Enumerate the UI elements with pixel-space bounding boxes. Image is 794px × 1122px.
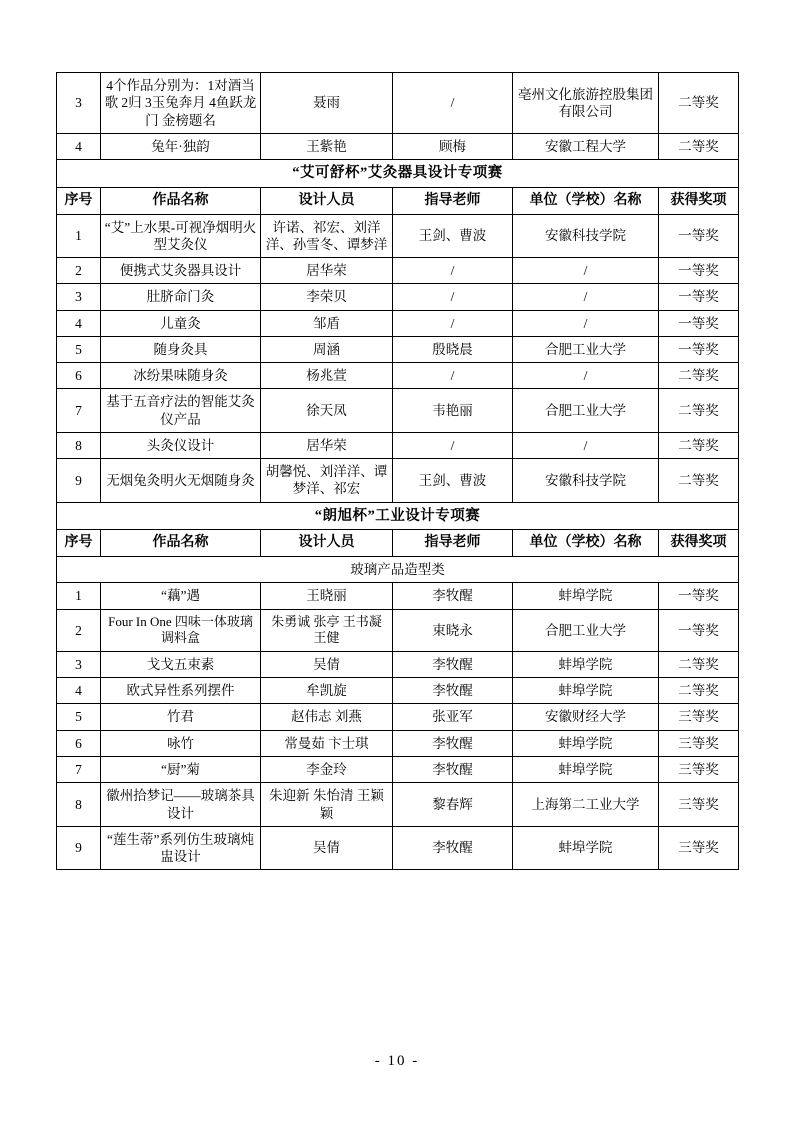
- cell-unit: 蚌埠学院: [513, 583, 659, 609]
- cell-no: 3: [57, 73, 101, 134]
- table-row: [57, 258, 739, 284]
- header-advisors: 指导老师: [393, 187, 513, 214]
- cell-work-name: 徽州拾梦记——玻璃茶具设计: [101, 783, 261, 827]
- cell-award: 二等奖: [659, 432, 739, 458]
- cell-work-name: “厨”菊: [101, 757, 261, 783]
- cell-advisors: 王剑、曹波: [393, 459, 513, 503]
- cell-award: 一等奖: [659, 214, 739, 258]
- cell-unit: 安徽科技学院: [513, 214, 659, 258]
- cell-award: 二等奖: [659, 73, 739, 134]
- cell-designers: 李金玲: [261, 757, 393, 783]
- header-work-name: 作品名称: [101, 187, 261, 214]
- table-row: [57, 214, 739, 258]
- cell-no: 1: [57, 214, 101, 258]
- header-unit: 单位（学校）名称: [513, 530, 659, 557]
- table-row: [57, 783, 739, 827]
- cell-advisors: /: [393, 432, 513, 458]
- table-row: [57, 678, 739, 704]
- table-header-row: [57, 530, 739, 557]
- cell-unit: 合肥工业大学: [513, 609, 659, 651]
- cell-unit: /: [513, 363, 659, 389]
- cell-work-name: 便携式艾灸器具设计: [101, 258, 261, 284]
- section-title-row: [57, 160, 739, 188]
- cell-advisors: 李牧醒: [393, 678, 513, 704]
- cell-award: 一等奖: [659, 583, 739, 609]
- cell-no: 6: [57, 730, 101, 756]
- cell-no: 8: [57, 432, 101, 458]
- table-row: [57, 651, 739, 677]
- cell-work-name: 冰纷果味随身灸: [101, 363, 261, 389]
- cell-award: 二等奖: [659, 678, 739, 704]
- table-row: [57, 459, 739, 503]
- cell-no: 4: [57, 678, 101, 704]
- cell-unit: /: [513, 310, 659, 336]
- cell-designers: 吴倩: [261, 826, 393, 870]
- header-no: 序号: [57, 187, 101, 214]
- table-header-row: [57, 187, 739, 214]
- cell-designers: 聂雨: [261, 73, 393, 134]
- table-row: [57, 73, 739, 134]
- cell-work-name: 无烟兔灸明火无烟随身灸: [101, 459, 261, 503]
- cell-advisors: 王剑、曹波: [393, 214, 513, 258]
- cell-award: 一等奖: [659, 609, 739, 651]
- cell-award: 二等奖: [659, 133, 739, 159]
- cell-designers: 李荣贝: [261, 284, 393, 310]
- header-work-name: 作品名称: [101, 530, 261, 557]
- section-title-row: [57, 502, 739, 530]
- cell-designers: 许诺、祁宏、刘洋洋、孙雪冬、谭梦洋: [261, 214, 393, 258]
- cell-work-name: 头灸仪设计: [101, 432, 261, 458]
- table-row: [57, 432, 739, 458]
- page-number: - 10 -: [374, 1053, 420, 1069]
- cell-award: 一等奖: [659, 258, 739, 284]
- cell-award: 二等奖: [659, 389, 739, 433]
- cell-unit: 蚌埠学院: [513, 826, 659, 870]
- award-list-table: [56, 72, 739, 870]
- subsection-title-row: [57, 557, 739, 583]
- cell-no: 6: [57, 363, 101, 389]
- cell-award: 二等奖: [659, 459, 739, 503]
- header-award: 获得奖项: [659, 187, 739, 214]
- cell-unit: 合肥工业大学: [513, 336, 659, 362]
- table-row: [57, 826, 739, 870]
- cell-no: 4: [57, 310, 101, 336]
- cell-advisors: /: [393, 258, 513, 284]
- cell-unit: 安徽工程大学: [513, 133, 659, 159]
- cell-no: 4: [57, 133, 101, 159]
- cell-work-name: 欧式异性系列摆件: [101, 678, 261, 704]
- cell-advisors: /: [393, 310, 513, 336]
- header-designers: 设计人员: [261, 187, 393, 214]
- cell-work-name: 4个作品分别为：1对酒当歌 2归 3玉兔奔月 4鱼跃龙门 金榜题名: [101, 73, 261, 134]
- cell-designers: 王晓丽: [261, 583, 393, 609]
- header-award: 获得奖项: [659, 530, 739, 557]
- cell-designers: 徐天凤: [261, 389, 393, 433]
- header-unit: 单位（学校）名称: [513, 187, 659, 214]
- cell-award: 二等奖: [659, 651, 739, 677]
- cell-award: 三等奖: [659, 757, 739, 783]
- cell-unit: /: [513, 258, 659, 284]
- cell-award: 三等奖: [659, 826, 739, 870]
- cell-designers: 牟凯旋: [261, 678, 393, 704]
- cell-unit: 合肥工业大学: [513, 389, 659, 433]
- cell-designers: 杨兆萱: [261, 363, 393, 389]
- cell-advisors: 顾梅: [393, 133, 513, 159]
- cell-unit: 蚌埠学院: [513, 651, 659, 677]
- cell-advisors: 李牧醒: [393, 757, 513, 783]
- cell-advisors: 李牧醒: [393, 826, 513, 870]
- cell-award: 一等奖: [659, 310, 739, 336]
- section-title-langxu: “朗旭杯”工业设计专项赛: [57, 502, 739, 530]
- cell-advisors: 黎春辉: [393, 783, 513, 827]
- cell-designers: 常曼茹 卞士琪: [261, 730, 393, 756]
- cell-no: 7: [57, 389, 101, 433]
- cell-no: 8: [57, 783, 101, 827]
- subsection-title-glass: 玻璃产品造型类: [57, 557, 739, 583]
- cell-unit: /: [513, 284, 659, 310]
- table-row: [57, 704, 739, 730]
- cell-designers: 胡馨悦、刘洋洋、谭梦洋、祁宏: [261, 459, 393, 503]
- cell-award: 三等奖: [659, 704, 739, 730]
- table-row: [57, 389, 739, 433]
- cell-unit: 蚌埠学院: [513, 757, 659, 783]
- cell-no: 9: [57, 826, 101, 870]
- cell-advisors: /: [393, 284, 513, 310]
- section-title-aikeshu: “艾可舒杯”艾灸器具设计专项赛: [57, 160, 739, 188]
- table-row: [57, 583, 739, 609]
- cell-advisors: /: [393, 363, 513, 389]
- cell-designers: 周涵: [261, 336, 393, 362]
- cell-designers: 吴倩: [261, 651, 393, 677]
- cell-advisors: 李牧醒: [393, 583, 513, 609]
- header-no: 序号: [57, 530, 101, 557]
- cell-no: 3: [57, 651, 101, 677]
- cell-work-name: 儿童灸: [101, 310, 261, 336]
- cell-designers: 王紫艳: [261, 133, 393, 159]
- cell-work-name: 竹君: [101, 704, 261, 730]
- cell-designers: 居华荣: [261, 258, 393, 284]
- cell-designers: 朱迎新 朱怡清 王颖颖: [261, 783, 393, 827]
- cell-work-name: 兔年·独韵: [101, 133, 261, 159]
- header-designers: 设计人员: [261, 530, 393, 557]
- cell-award: 三等奖: [659, 783, 739, 827]
- cell-advisors: 殷晓晨: [393, 336, 513, 362]
- cell-work-name: 肚脐命门灸: [101, 284, 261, 310]
- cell-no: 9: [57, 459, 101, 503]
- cell-work-name: 随身灸具: [101, 336, 261, 362]
- table-row: [57, 609, 739, 651]
- cell-unit: 蚌埠学院: [513, 730, 659, 756]
- cell-award: 三等奖: [659, 730, 739, 756]
- header-advisors: 指导老师: [393, 530, 513, 557]
- cell-no: 5: [57, 704, 101, 730]
- cell-unit: 上海第二工业大学: [513, 783, 659, 827]
- cell-advisors: /: [393, 73, 513, 134]
- cell-work-name: “艾”上水果-可视净烟明火型艾灸仪: [101, 214, 261, 258]
- cell-designers: 邹盾: [261, 310, 393, 336]
- cell-work-name: “莲生蒂”系列仿生玻璃炖盅设计: [101, 826, 261, 870]
- table-row: [57, 284, 739, 310]
- cell-work-name: “藕”遇: [101, 583, 261, 609]
- table-row: [57, 133, 739, 159]
- cell-award: 一等奖: [659, 284, 739, 310]
- cell-no: 2: [57, 258, 101, 284]
- table-row: [57, 757, 739, 783]
- cell-unit: /: [513, 432, 659, 458]
- cell-award: 二等奖: [659, 363, 739, 389]
- cell-advisors: 张亚军: [393, 704, 513, 730]
- cell-work-name: 基于五音疗法的智能艾灸仪产品: [101, 389, 261, 433]
- cell-designers: 赵伟志 刘燕: [261, 704, 393, 730]
- cell-advisors: 李牧醒: [393, 730, 513, 756]
- cell-work-name: 戈戈五束素: [101, 651, 261, 677]
- cell-designers: 朱勇诚 张亭 王书凝 王健: [261, 609, 393, 651]
- table-row: [57, 336, 739, 362]
- table-row: [57, 730, 739, 756]
- cell-work-name: Four In One 四味一体玻璃调料盒: [101, 609, 261, 651]
- cell-designers: 居华荣: [261, 432, 393, 458]
- cell-work-name: 咏竹: [101, 730, 261, 756]
- cell-no: 7: [57, 757, 101, 783]
- table-row: [57, 363, 739, 389]
- cell-unit: 亳州文化旅游控股集团有限公司: [513, 73, 659, 134]
- cell-award: 一等奖: [659, 336, 739, 362]
- cell-unit: 安徽科技学院: [513, 459, 659, 503]
- cell-advisors: 韦艳丽: [393, 389, 513, 433]
- cell-unit: 蚌埠学院: [513, 678, 659, 704]
- table-row: [57, 310, 739, 336]
- cell-no: 1: [57, 583, 101, 609]
- cell-advisors: 束晓永: [393, 609, 513, 651]
- cell-unit: 安徽财经大学: [513, 704, 659, 730]
- cell-no: 3: [57, 284, 101, 310]
- cell-no: 5: [57, 336, 101, 362]
- cell-no: 2: [57, 609, 101, 651]
- cell-advisors: 李牧醒: [393, 651, 513, 677]
